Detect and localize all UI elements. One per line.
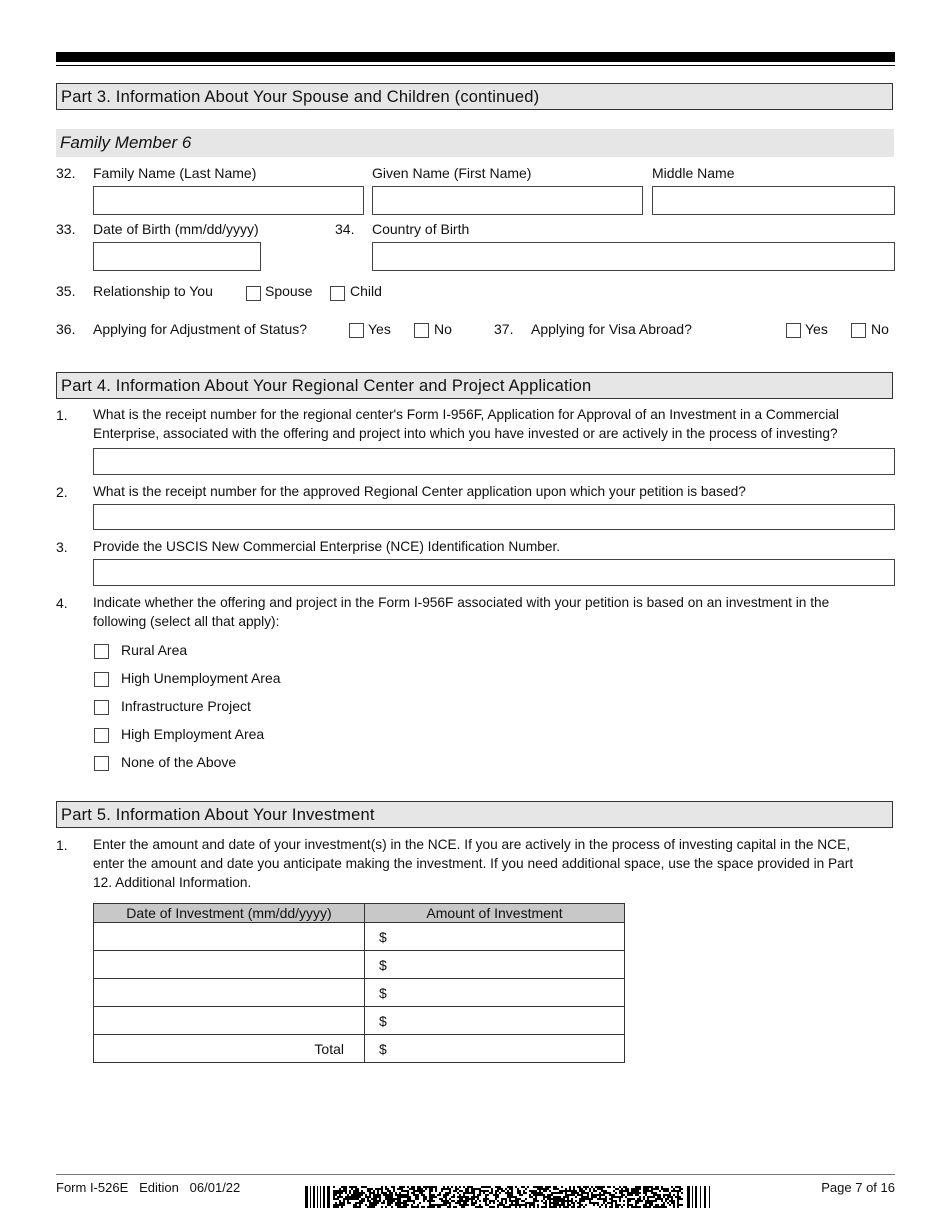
page-number: Page 7 of 16	[821, 1180, 895, 1195]
high-unemployment-label: High Unemployment Area	[121, 670, 281, 686]
q32-number: 32.	[56, 165, 76, 181]
p5-q1-text-line2	[93, 856, 853, 871]
p4-q4-text-line1: Indicate whether the offering and project in the Form I-956F associated with your petition is based on an investment in the	[93, 595, 830, 610]
part3-header	[56, 83, 893, 110]
p4-q4-line2-a: following (select	[93, 614, 195, 629]
rural-area-checkbox[interactable]	[94, 644, 109, 659]
form-edition: Form I-526E Edition 06/01/22	[56, 1180, 241, 1195]
q35-number: 35.	[56, 283, 76, 299]
currency-symbol: $	[379, 956, 387, 973]
amount-column-header: Amount of Investment	[365, 904, 625, 923]
part5-header	[56, 801, 893, 828]
given-name-label: Given Name (First Name)	[372, 165, 532, 181]
part4-header	[56, 372, 893, 399]
investment-date-input[interactable]	[94, 951, 365, 979]
infrastructure-checkbox[interactable]	[94, 700, 109, 715]
total-label: Total	[94, 1035, 365, 1063]
currency-symbol: $	[379, 928, 387, 945]
date-column-header: Date of Investment (mm/dd/yyyy)	[94, 904, 365, 923]
spouse-label: Spouse	[265, 283, 313, 299]
p4-q4-line2-c: that apply):	[207, 614, 280, 629]
aos-no-checkbox[interactable]	[414, 323, 429, 338]
investment-amount-input[interactable]	[365, 979, 625, 1007]
p4-q3-number: 3.	[56, 539, 68, 555]
p4-q1-text-line2: Enterprise, associated with the offering and project into which you have invested or are actively in the process of investing?	[93, 426, 838, 441]
visa-no-checkbox[interactable]	[851, 323, 866, 338]
q33-number: 33.	[56, 221, 76, 237]
table-row	[94, 923, 625, 951]
high-unemployment-checkbox[interactable]	[94, 672, 109, 687]
investment-amount-input[interactable]	[365, 951, 625, 979]
visa-no-label: No	[871, 321, 889, 337]
p5-q1-text-line3	[93, 875, 251, 890]
table-row	[94, 951, 625, 979]
none-of-above-checkbox[interactable]	[94, 756, 109, 771]
p4-q3-text: Provide the USCIS New Commercial Enterprise (NCE) Identification Number.	[93, 539, 561, 554]
p5-q1-line2-part: Part	[828, 856, 854, 871]
p4-q4-number: 4.	[56, 595, 68, 611]
investment-amount-input[interactable]	[365, 923, 625, 951]
p4-q1-text-line1: What is the receipt number for the regional center's Form I-956F, Application for Approval of an Investment in a Commercial	[93, 407, 839, 422]
p5-q1-line3-ref: 12. Additional Information	[93, 875, 248, 890]
none-of-above-label: None of the Above	[121, 754, 237, 770]
middle-name-label: Middle Name	[652, 165, 735, 181]
aos-yes-checkbox[interactable]	[349, 323, 364, 338]
currency-symbol: $	[379, 1012, 387, 1029]
investment-date-input[interactable]	[94, 923, 365, 951]
adjustment-of-status-label: Applying for Adjustment of Status?	[93, 321, 308, 337]
barcode-image	[305, 1186, 713, 1208]
p5-q1-text-line1: Enter the amount and date of your investment(s) in the NCE. If you are actively in the process of investing capital in the NCE,	[93, 837, 850, 852]
aos-yes-label: Yes	[368, 321, 391, 337]
visa-yes-checkbox[interactable]	[786, 323, 801, 338]
infrastructure-label: Infrastructure Project	[121, 698, 251, 714]
p4-q2-number: 2.	[56, 484, 68, 500]
p5-q1-line3-end: .	[247, 875, 252, 890]
investment-date-input[interactable]	[94, 979, 365, 1007]
date-of-birth-label: Date of Birth (mm/dd/yyyy)	[93, 221, 259, 237]
table-header-row	[94, 904, 625, 923]
investment-date-input[interactable]	[94, 1007, 365, 1035]
i956f-receipt-input[interactable]	[93, 448, 895, 475]
child-label: Child	[350, 283, 382, 299]
high-employment-label: High Employment Area	[121, 726, 265, 742]
part3-header-text: Part 3. Information About Your Spouse and Children (continued)	[61, 88, 540, 106]
given-name-input[interactable]	[372, 186, 643, 215]
family-name-label: Family Name (Last Name)	[93, 165, 257, 181]
p4-q1-number: 1.	[56, 407, 68, 423]
q36-number: 36.	[56, 321, 76, 337]
p5-q1-number: 1.	[56, 837, 68, 853]
table-row	[94, 1007, 625, 1035]
part5-header-text: Part 5. Information About Your Investment	[61, 806, 375, 824]
country-of-birth-input[interactable]	[372, 242, 895, 271]
footer-rule	[56, 1174, 895, 1175]
p5-q1-line2-a: enter the amount and date you anticipate making the investment. If you need additional space, use the space provided in	[93, 856, 829, 871]
investment-amount-input[interactable]	[365, 1007, 625, 1035]
currency-symbol: $	[379, 1040, 387, 1057]
aos-no-label: No	[434, 321, 452, 337]
child-checkbox[interactable]	[330, 286, 345, 301]
high-employment-checkbox[interactable]	[94, 728, 109, 743]
top-rule-thin	[56, 65, 895, 66]
investment-table	[93, 903, 625, 1063]
date-of-birth-input[interactable]	[93, 242, 261, 271]
spouse-checkbox[interactable]	[246, 286, 261, 301]
middle-name-input[interactable]	[652, 186, 895, 215]
part4-header-text: Part 4. Information About Your Regional Center and Project Application	[61, 377, 592, 395]
total-amount-input[interactable]	[365, 1035, 625, 1063]
total-row	[94, 1035, 625, 1063]
regional-center-receipt-input[interactable]	[93, 504, 895, 530]
country-of-birth-label: Country of Birth	[372, 221, 470, 237]
rural-area-label: Rural Area	[121, 642, 188, 658]
p4-q4-text-line2	[93, 614, 279, 629]
table-row	[94, 979, 625, 1007]
q37-number: 37.	[494, 321, 514, 337]
currency-symbol: $	[379, 984, 387, 1001]
visa-yes-label: Yes	[805, 321, 828, 337]
q34-number: 34.	[335, 221, 355, 237]
relationship-label: Relationship to You	[93, 283, 213, 299]
family-name-input[interactable]	[93, 186, 364, 215]
top-rule-thick	[56, 52, 895, 62]
visa-abroad-label: Applying for Visa Abroad?	[531, 321, 692, 337]
family-member-title: Family Member 6	[56, 129, 894, 157]
p4-q2-text: What is the receipt number for the approved Regional Center application upon which your petition is based?	[93, 484, 746, 499]
p4-q4-line2-all: all	[194, 614, 208, 629]
nce-id-input[interactable]	[93, 559, 895, 586]
